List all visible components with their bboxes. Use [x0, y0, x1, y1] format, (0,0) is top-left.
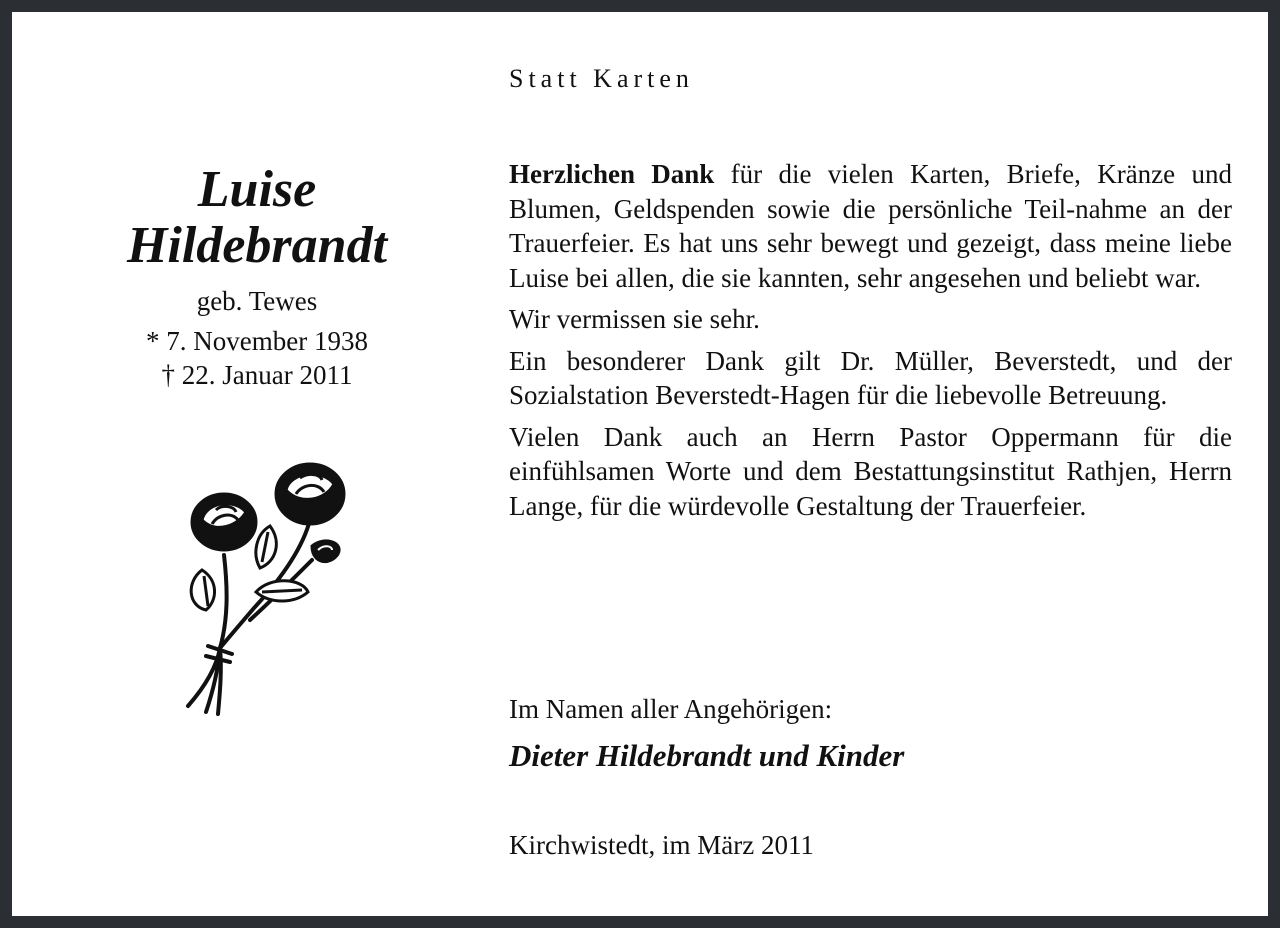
paragraph-thanks: [509, 157, 1232, 295]
birth-date: * 7. November 1938: [146, 326, 368, 356]
death-date: † 22. Januar 2011: [161, 360, 353, 390]
signature: Dieter Hildebrandt und Kinder: [509, 738, 905, 773]
message-body: [509, 157, 1232, 530]
header-statt-karten: Statt Karten: [509, 64, 694, 93]
deceased-last-name: Hildebrandt: [126, 217, 388, 274]
paragraph-pastor: Vielen Dank auch an Herrn Pastor Oppermann für die einfühlsamen Worte und dem Bestattungsinstitut Rathjen, Herrn Lange, für die würdevolle Gestaltung der Trauerfeier.: [509, 421, 1232, 521]
roses-icon: [162, 450, 362, 718]
birth-name: geb. Tewes: [196, 286, 318, 316]
paragraph-miss: Wir vermissen sie sehr.: [509, 304, 760, 334]
place-date: Kirchwistedt, im März 2011: [509, 830, 814, 860]
paragraph-doctor: Ein besonderer Dank gilt Dr. Müller, Beverstedt, und der Sozialstation Beverstedt-Hagen für die liebevolle Betreuung.: [509, 345, 1232, 410]
deceased-info: [72, 162, 442, 392]
closing-line: Im Namen aller Angehörigen:: [509, 694, 833, 724]
obituary-card: [12, 12, 1268, 916]
deceased-first-name: Luise: [197, 161, 317, 218]
thanks-text: für die vielen Karten, Briefe, Kränze und Blumen, Geldspenden sowie die persönliche Teil-nahme an der Trauerfeier. Es hat uns sehr bewegt und gezeigt, dass meine liebe Luise bei allen, die sie kannten, sehr angesehen und beliebt war.: [509, 159, 1232, 293]
thanks-heading: Herzlichen Dank: [509, 159, 715, 189]
